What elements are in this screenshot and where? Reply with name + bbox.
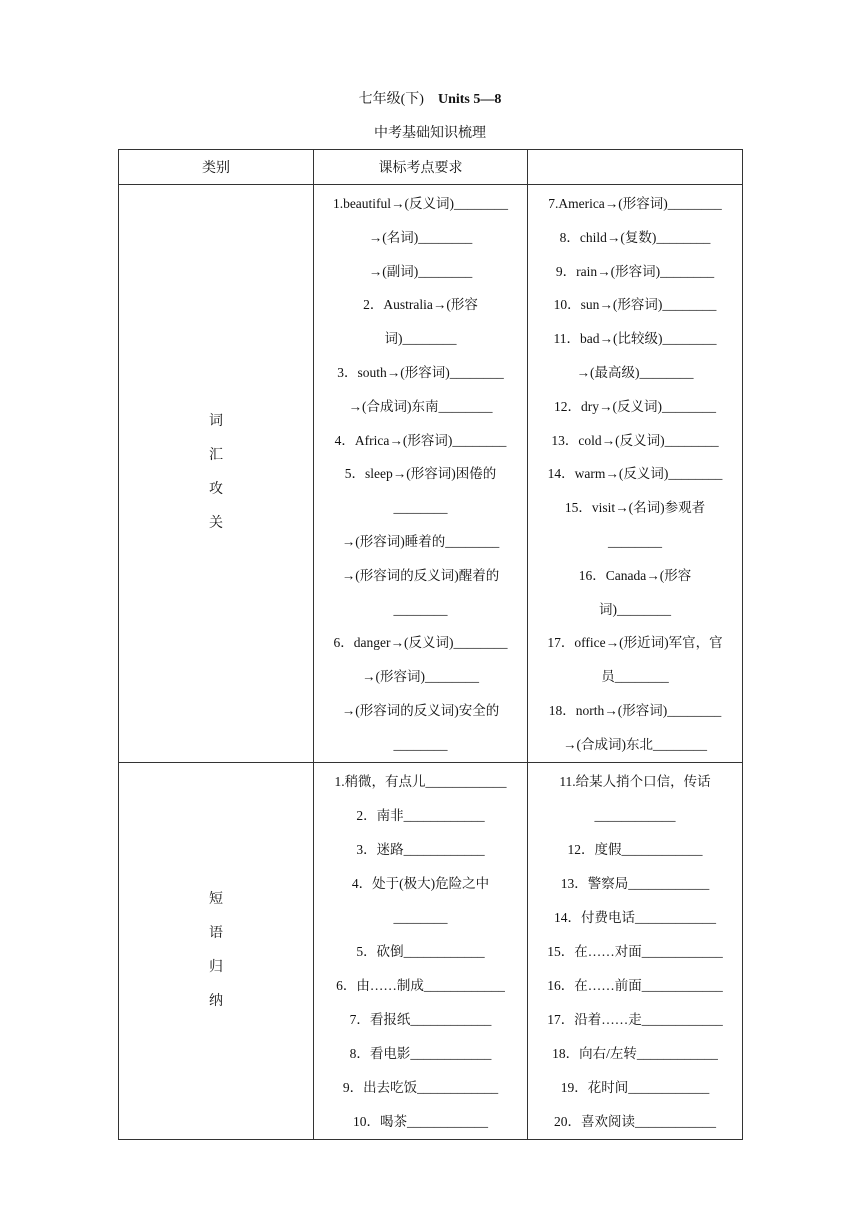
phrase-item: 7．看报纸____________ bbox=[349, 1011, 492, 1027]
vocab-item: 词)________ bbox=[599, 601, 671, 617]
phrase-item: 13．警察局____________ bbox=[560, 875, 710, 891]
vocab-item: 15．visit→(名词)参观者 bbox=[564, 500, 706, 516]
phrase-item: 6．由……制成____________ bbox=[336, 977, 505, 993]
header-empty bbox=[528, 150, 743, 185]
vocab-item: ________ bbox=[608, 533, 662, 549]
vocab-item: 10．sun→(形容词)________ bbox=[553, 297, 717, 313]
vocab-item: 13．cold→(反义词)________ bbox=[551, 432, 719, 448]
vocab-item: 8．child→(复数)________ bbox=[559, 229, 711, 245]
vocab-item: 14．warm→(反义词)________ bbox=[547, 466, 723, 482]
header-category: 类别 bbox=[119, 150, 314, 185]
vocab-item: 9．rain→(形容词)________ bbox=[555, 263, 715, 279]
vocab-item: 4．Africa→(形容词)________ bbox=[334, 432, 507, 448]
phrase-right-cell bbox=[528, 762, 743, 1139]
vocab-item: →(形容词的反义词)醒着的 bbox=[341, 567, 500, 583]
vocab-item: 员________ bbox=[601, 669, 669, 685]
phrase-item: 9．出去吃饭____________ bbox=[342, 1079, 499, 1095]
vocab-item: →(副词)________ bbox=[368, 263, 473, 279]
vocab-item: 12．dry→(反义词)________ bbox=[554, 398, 716, 414]
phrase-category-char: 语 bbox=[209, 925, 223, 941]
phrase-item: 16．在……前面____________ bbox=[547, 977, 723, 993]
phrase-left-cell bbox=[314, 762, 528, 1139]
table-header-row bbox=[119, 150, 743, 185]
phrase-item: 8．看电影____________ bbox=[349, 1045, 492, 1061]
phrase-item: 5．砍倒____________ bbox=[356, 943, 485, 959]
vocab-item: 7.America→(形容词)________ bbox=[548, 196, 722, 211]
phrase-category-char: 归 bbox=[209, 959, 223, 975]
vocab-category-char: 词 bbox=[209, 414, 223, 430]
vocab-item: ________ bbox=[393, 500, 448, 516]
vocab-category-char: 攻 bbox=[209, 482, 223, 498]
phrase-item: ________ bbox=[393, 909, 448, 925]
vocab-item: 16．Canada→(形容 bbox=[578, 567, 692, 583]
vocab-item: 17．office→(形近词)军官，官 bbox=[547, 635, 723, 651]
vocab-category-cell bbox=[119, 185, 314, 763]
vocab-item: 2．Australia→(形容 bbox=[363, 297, 478, 313]
vocab-item: →(形容词)________ bbox=[362, 669, 479, 685]
vocab-left-cell bbox=[314, 185, 528, 763]
page-subtitle: 中考基础知识梳理 bbox=[374, 126, 486, 141]
phrase-item: 19．花时间____________ bbox=[560, 1079, 710, 1095]
phrase-item: 15．在……对面____________ bbox=[547, 943, 723, 959]
vocab-row bbox=[119, 185, 743, 763]
vocab-item: →(最高级)________ bbox=[576, 364, 694, 380]
phrase-item: 3．迷路____________ bbox=[356, 841, 485, 857]
vocab-item: ________ bbox=[393, 601, 448, 617]
vocab-item: ________ bbox=[393, 736, 448, 752]
vocab-item: 18．north→(形容词)________ bbox=[548, 702, 722, 718]
vocab-item: 5．sleep→(形容词)困倦的 bbox=[344, 466, 497, 482]
knowledge-table bbox=[118, 149, 743, 1140]
vocab-right-cell bbox=[528, 185, 743, 763]
phrase-row bbox=[119, 762, 743, 1139]
title-units: Units 5—8 bbox=[437, 92, 502, 107]
header-requirements: 课标考点要求 bbox=[314, 150, 528, 185]
page-title bbox=[0, 88, 860, 108]
vocab-item: →(合成词)东南________ bbox=[348, 398, 493, 414]
phrase-item: 11.给某人捎个口信，传话 bbox=[559, 773, 711, 789]
phrase-item: 20．喜欢阅读____________ bbox=[554, 1113, 716, 1129]
phrase-category-char: 短 bbox=[209, 891, 223, 907]
vocab-item: 词)________ bbox=[384, 331, 457, 347]
vocab-item: 11．bad→(比较级)________ bbox=[553, 331, 717, 347]
phrase-category-cell bbox=[119, 762, 314, 1139]
vocab-item: →(形容词的反义词)安全的 bbox=[341, 702, 500, 718]
phrase-item: ____________ bbox=[594, 807, 676, 823]
phrase-item: 2．南非____________ bbox=[356, 807, 485, 823]
title-grade: 七年级(下) bbox=[358, 92, 424, 107]
vocab-item: 1.beautiful→(反义词)________ bbox=[332, 196, 509, 211]
phrase-item: 10．喝茶____________ bbox=[353, 1113, 488, 1129]
vocab-item: →(形容词)睡着的________ bbox=[341, 533, 500, 549]
vocab-category-char: 汇 bbox=[209, 448, 223, 464]
phrase-item: 18．向右/左转____________ bbox=[552, 1045, 718, 1061]
phrase-item: 4．处于(极大)危险之中 bbox=[351, 875, 490, 891]
phrase-item: 1.稍微，有点儿____________ bbox=[334, 773, 507, 789]
vocab-category-char: 关 bbox=[209, 516, 223, 532]
vocab-item: →(合成词)东北________ bbox=[563, 736, 707, 752]
phrase-item: 14．付费电话____________ bbox=[554, 909, 716, 925]
phrase-category-char: 纳 bbox=[209, 993, 223, 1009]
phrase-item: 12．度假____________ bbox=[567, 841, 703, 857]
vocab-item: →(名词)________ bbox=[368, 229, 473, 245]
phrase-item: 17．沿着……走____________ bbox=[547, 1011, 723, 1027]
vocab-item: 3．south→(形容词)________ bbox=[337, 364, 504, 380]
vocab-item: 6．danger→(反义词)________ bbox=[333, 635, 508, 651]
